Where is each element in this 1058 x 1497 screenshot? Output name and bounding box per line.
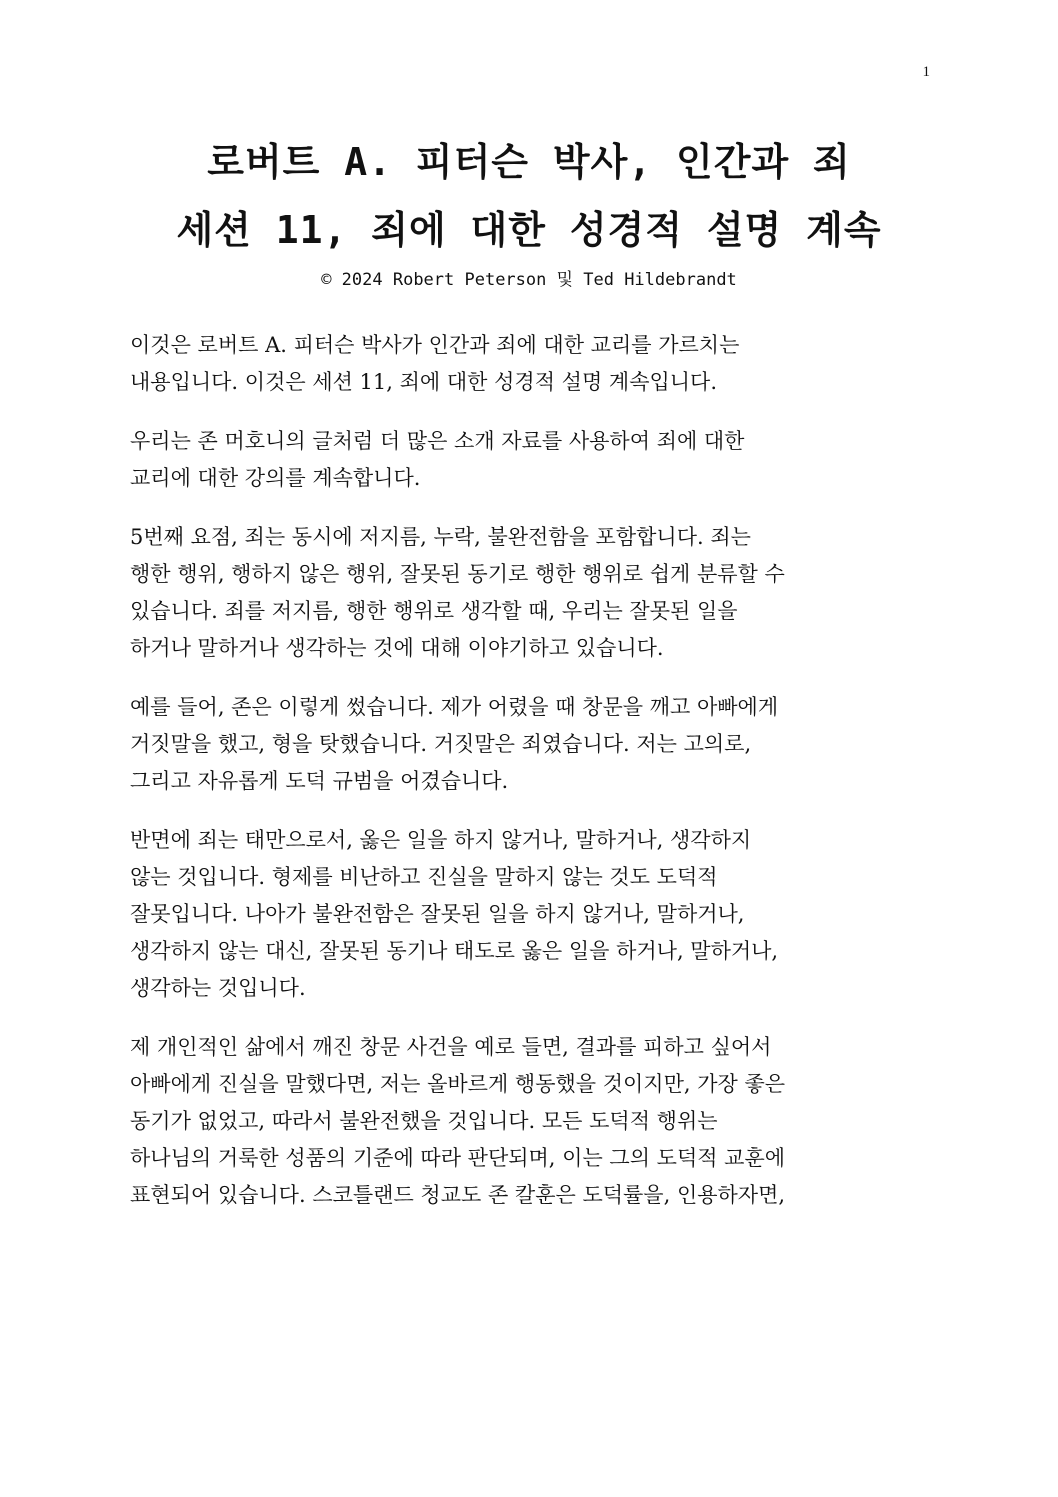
- text-line: 잘못입니다. 나아가 불완전함은 잘못된 일을 하지 않거나, 말하거나,: [130, 902, 745, 926]
- title-line-2: 세션 11, 죄에 대한 성경적 설명 계속: [176, 208, 882, 252]
- page-number: 1: [922, 64, 930, 80]
- text-line: 이것은 로버트 A. 피터슨 박사가 인간과 죄에 대한 교리를 가르치는: [130, 333, 740, 357]
- text-line: 하나님의 거룩한 성품의 기준에 따라 판단되며, 이는 그의 도덕적 교훈에: [130, 1146, 786, 1170]
- document-body: [130, 327, 950, 1236]
- text-line: 우리는 존 머호니의 글처럼 더 많은 소개 자료를 사용하여 죄에 대한: [130, 429, 745, 453]
- text-line: 하거나 말하거나 생각하는 것에 대해 이야기하고 있습니다.: [130, 636, 664, 660]
- text-line: 않는 것입니다. 형제를 비난하고 진실을 말하지 않는 것도 도덕적: [130, 865, 718, 889]
- text-line: 아빠에게 진실을 말했다면, 저는 올바르게 행동했을 것이지만, 가장 좋은: [130, 1072, 786, 1096]
- text-line: 생각하지 않는 대신, 잘못된 동기나 태도로 옳은 일을 하거나, 말하거나,: [130, 939, 779, 963]
- text-line: 제 개인적인 삶에서 깨진 창문 사건을 예로 들면, 결과를 피하고 싶어서: [130, 1035, 772, 1059]
- paragraph-3: [130, 519, 950, 667]
- text-line: 예를 들어, 존은 이렇게 썼습니다. 제가 어렸을 때 창문을 깨고 아빠에게: [130, 695, 779, 719]
- paragraph-1: [130, 327, 950, 401]
- document-header: [0, 128, 1058, 294]
- text-line: 행한 행위, 행하지 않은 행위, 잘못된 동기로 행한 행위로 쉽게 분류할 수: [130, 562, 785, 586]
- text-line: 표현되어 있습니다. 스코틀랜드 청교도 존 칼훈은 도덕률을, 인용하자면,: [130, 1183, 786, 1207]
- text-line: 거짓말을 했고, 형을 탓했습니다. 거짓말은 죄였습니다. 저는 고의로,: [130, 732, 752, 756]
- text-line: 그리고 자유롭게 도덕 규범을 어겼습니다.: [130, 769, 509, 793]
- paragraph-6: [130, 1029, 950, 1214]
- text-line: 있습니다. 죄를 저지름, 행한 행위로 생각할 때, 우리는 잘못된 일을: [130, 599, 738, 623]
- text-line: 동기가 없었고, 따라서 불완전했을 것입니다. 모든 도덕적 행위는: [130, 1109, 718, 1133]
- paragraph-2: [130, 423, 950, 497]
- text-line: 반면에 죄는 태만으로서, 옳은 일을 하지 않거나, 말하거나, 생각하지: [130, 828, 752, 852]
- title-line-1: 로버트 A. 피터슨 박사, 인간과 죄: [207, 140, 851, 184]
- text-line: 교리에 대한 강의를 계속합니다.: [130, 466, 421, 490]
- copyright-notice: © 2024 Robert Peterson 및 Ted Hildebrandt: [321, 270, 737, 290]
- text-line: 내용입니다. 이것은 세션 11, 죄에 대한 성경적 설명 계속입니다.: [130, 370, 718, 394]
- paragraph-5: [130, 822, 950, 1007]
- text-line: 5번째 요점, 죄는 동시에 저지름, 누락, 불완전함을 포함합니다. 죄는: [130, 525, 751, 549]
- paragraph-4: [130, 689, 950, 800]
- text-line: 생각하는 것입니다.: [130, 976, 306, 1000]
